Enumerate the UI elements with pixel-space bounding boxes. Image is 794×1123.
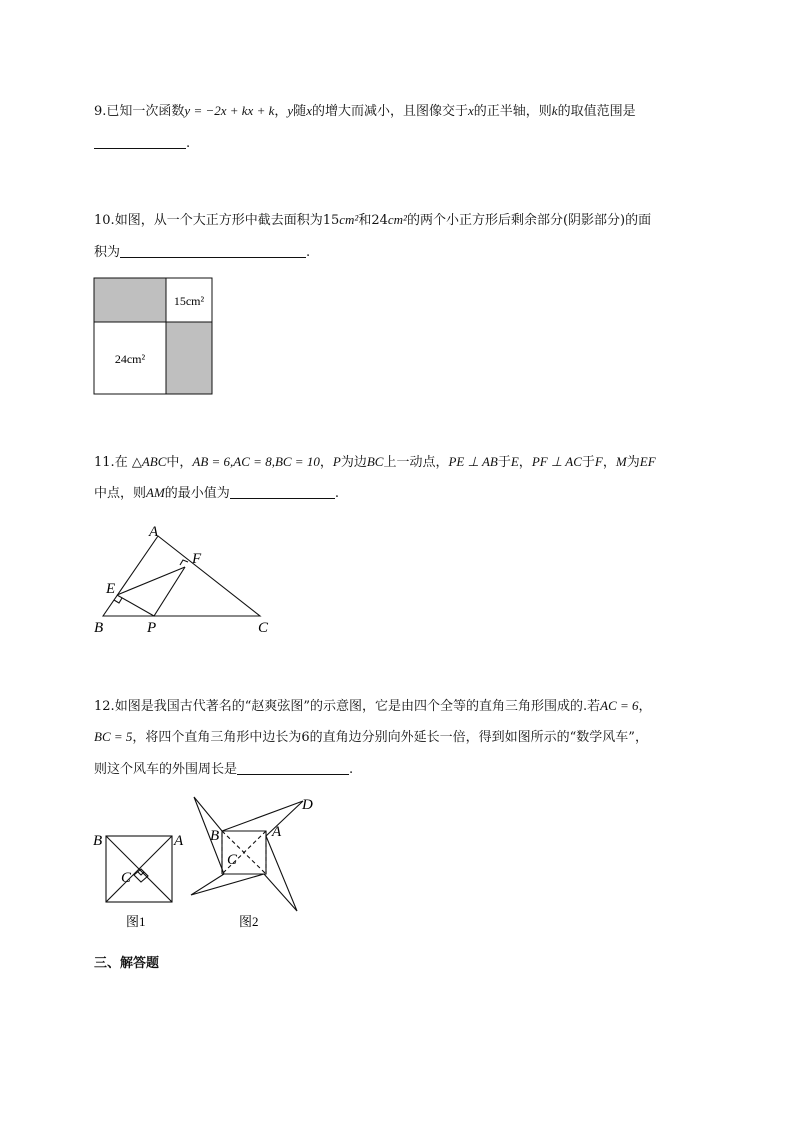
q9-var-x: x [306,103,312,118]
q10-area1: 15 [322,213,340,228]
q11-label-p: P [147,620,157,636]
q10-unit2: cm² [387,212,407,227]
q9-text-c: 随 [293,104,307,119]
q12-fig1-caption: 图1 [126,914,146,929]
q10-text-b: 和 [358,213,372,228]
section-heading: 三、解答题 [94,956,160,971]
q11-label-a: A [149,524,159,540]
q12-fig2-label-d: D [302,797,313,813]
q10-answer-blank[interactable] [120,243,306,258]
q11-triangle: ABC [141,454,167,469]
q11-text-a: 在 △ [114,455,142,470]
q12-text-c: ，将四个直角三角形中边长为6的直角边分别向外延长一倍，得到如图所示的“数学风车”， [132,730,648,745]
q10-label-small: 15cm² [173,294,205,308]
q9-formula: y = −2x + kx + k [184,103,275,118]
q10-area2: 24 [371,213,388,228]
q11-var-bc: BC [366,454,384,469]
q12-figure-1 [90,824,184,934]
q9-text-d: 的增大而减小，且图像交于 [311,104,468,119]
q11-text-c: ， [319,455,333,470]
q11-pe-perp: PE ⊥ AB [448,454,498,469]
q10-text-a: 如图，从一个大正方形中截去面积为 [114,213,323,228]
q11-var-f: F [594,454,603,469]
q11-triangle-abc [103,536,260,616]
q11-text-k: 中点，则 [94,486,147,501]
q9-text: 已知一次函数 [106,104,185,119]
q11-rectangle-epf [117,567,185,616]
q10-label-large: 24cm² [114,352,146,366]
q11-text-i: ， [602,455,616,470]
q12-fig2-windmill-outline [191,797,303,911]
q11-right-angle-f [180,560,188,565]
q10-text-d: 积为 [94,245,121,260]
q11-text-l: 的最小值为 [164,486,230,501]
q11-text-e: 上一动点， [383,455,449,470]
q12-fig2-caption: 图2 [239,914,259,929]
q12-line3 [94,760,353,779]
q9-var-k: k [551,103,558,118]
q12-fig2-label-a: A [272,824,282,840]
q11-var-ef: EF [639,454,656,469]
q9-text-f: 的取值范围是 [557,104,636,119]
q11-label-e: E [106,581,116,597]
q10-shaded-bottom-right [166,322,212,394]
q11-label-c: C [258,620,269,636]
q12-period: . [349,762,354,777]
q12-text-d: 则这个风车的外围周长是 [94,762,238,777]
q10-line2 [94,243,310,262]
q11-var-p: P [332,454,341,469]
q11-period: . [334,486,339,501]
q11-line1 [94,453,656,472]
q10-line1 [94,211,651,230]
q11-text-f: 于 [497,455,511,470]
q12-line2 [94,728,648,747]
q12-text-a: 如图是我国古代著名的“赵爽弦图”的示意图，它是由四个全等的直角三角形围成的.若 [114,699,601,714]
q11-label-b: B [94,620,104,636]
q12-fig1-label-b: B [93,833,103,849]
q9-line1 [94,102,636,121]
q12-fig1-label-c: C [121,870,132,886]
q12-number: 12. [94,699,115,714]
q11-var-am: AM [146,485,165,500]
q11-text-b: 中， [166,455,193,470]
q10-text-c: 的两个小正方形后剩余部分(阴影部分)的面 [406,213,652,228]
q10-unit1: cm² [339,212,359,227]
q11-text-h: 于 [581,455,595,470]
q9-comma: ， [274,104,288,119]
q9-answer-blank[interactable] [94,134,186,149]
q11-number: 11. [94,455,115,470]
q10-shaded-top-left [94,278,166,322]
q12-answer-blank[interactable] [237,760,349,775]
q10-number: 10. [94,213,115,228]
q9-line2 [94,134,190,153]
q9-text-e: 的正半轴，则 [473,104,552,119]
q11-figure [88,520,278,640]
q11-var-e: E [510,454,519,469]
q12-text-b: ， [638,699,652,714]
q12-figure-2 [186,794,326,936]
q11-label-f: F [192,551,202,567]
q10-figure [93,277,214,397]
q11-answer-blank[interactable] [230,484,335,499]
q11-text-j: 为 [626,455,640,470]
q12-cond-bc: BC = 5 [94,729,133,744]
q12-line1 [94,697,652,716]
q9-number: 9. [94,104,107,119]
q11-var-m: M [615,454,627,469]
q11-line2 [94,484,339,503]
q11-text-d: 为边 [340,455,367,470]
q12-fig1-label-a: A [174,833,184,849]
q9-period: . [186,136,191,151]
q9-var-x2: x [467,103,474,118]
q12-fig2-label-c: C [227,852,238,868]
q11-text-g: ， [518,455,532,470]
q9-var-y: y [287,103,294,118]
q12-fig2-label-b: B [210,828,220,844]
q11-pf-perp: PF ⊥ AC [531,454,582,469]
q10-period: . [306,245,311,260]
q12-cond-ac: AC = 6 [600,698,639,713]
q11-conditions: AB = 6,AC = 8,BC = 10 [192,454,320,469]
